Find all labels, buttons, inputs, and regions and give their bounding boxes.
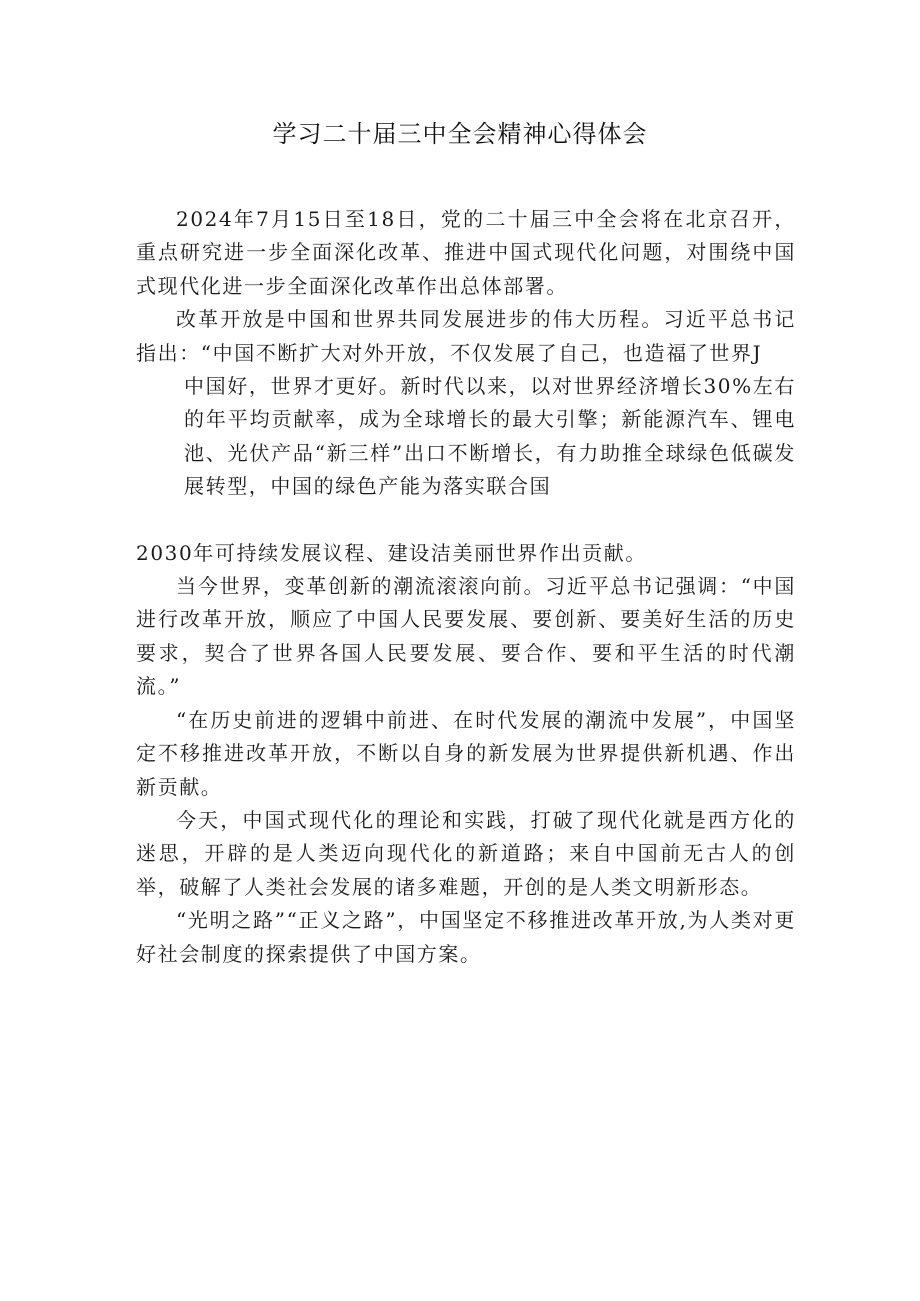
paragraph-3: 中国好，世界才更好。新时代以来，以对世界经济增长30%左右的年平均贡献率，成为全球增长的最大引擎；新能源汽车、锂电池、光伏产品“新三样”出口不断增长，有力助推全球绿色低碳发展转型，中国的绿色产能为落实联合国 (184, 374, 796, 499)
paragraph-8: “光明之路”“正义之路”，中国坚定不移推进改革开放,为人类对更好社会制度的探索提供了中国方案。 (136, 908, 796, 966)
paragraph-2: 改革开放是中国和世界共同发展进步的伟大历程。习近平总书记指出：“中国不断扩大对外开放，不仅发展了自己，也造福了世界J (136, 307, 796, 365)
document-body (136, 203, 796, 971)
paragraph-6: “在历史前进的逻辑中前进、在时代发展的潮流中发展”，中国坚定不移推进改革开放，不断以自身的新发展为世界提供新机遇、作出新贡献。 (136, 707, 796, 799)
document-title: 学习二十届三中全会精神心得体会 (272, 120, 648, 148)
paragraph-4: 2030年可持续发展议程、建设洁美丽世界作出贡献。 (136, 540, 647, 565)
paragraph-1: 2024年7月15日至18日，党的二十届三中全会将在北京召开，重点研究进一步全面深化改革、推进中国式现代化问题，对围绕中国式现代化进一步全面深化改革作出总体部署。 (136, 207, 796, 298)
paragraph-7: 今天，中国式现代化的理论和实践，打破了现代化就是西方化的迷思，开辟的是人类迈向现代化的新道路；来自中国前无古人的创举，破解了人类社会发展的诸多难题，开创的是人类文明新形态。 (136, 807, 796, 899)
paragraph-5: 当今世界，变革创新的潮流滚滚向前。习近平总书记强调：“中国进行改革开放，顺应了中国人民要发展、要创新、要美好生活的历史要求，契合了世界各国人民要发展、要合作、要和平生活的时代潮流。” (136, 574, 796, 699)
